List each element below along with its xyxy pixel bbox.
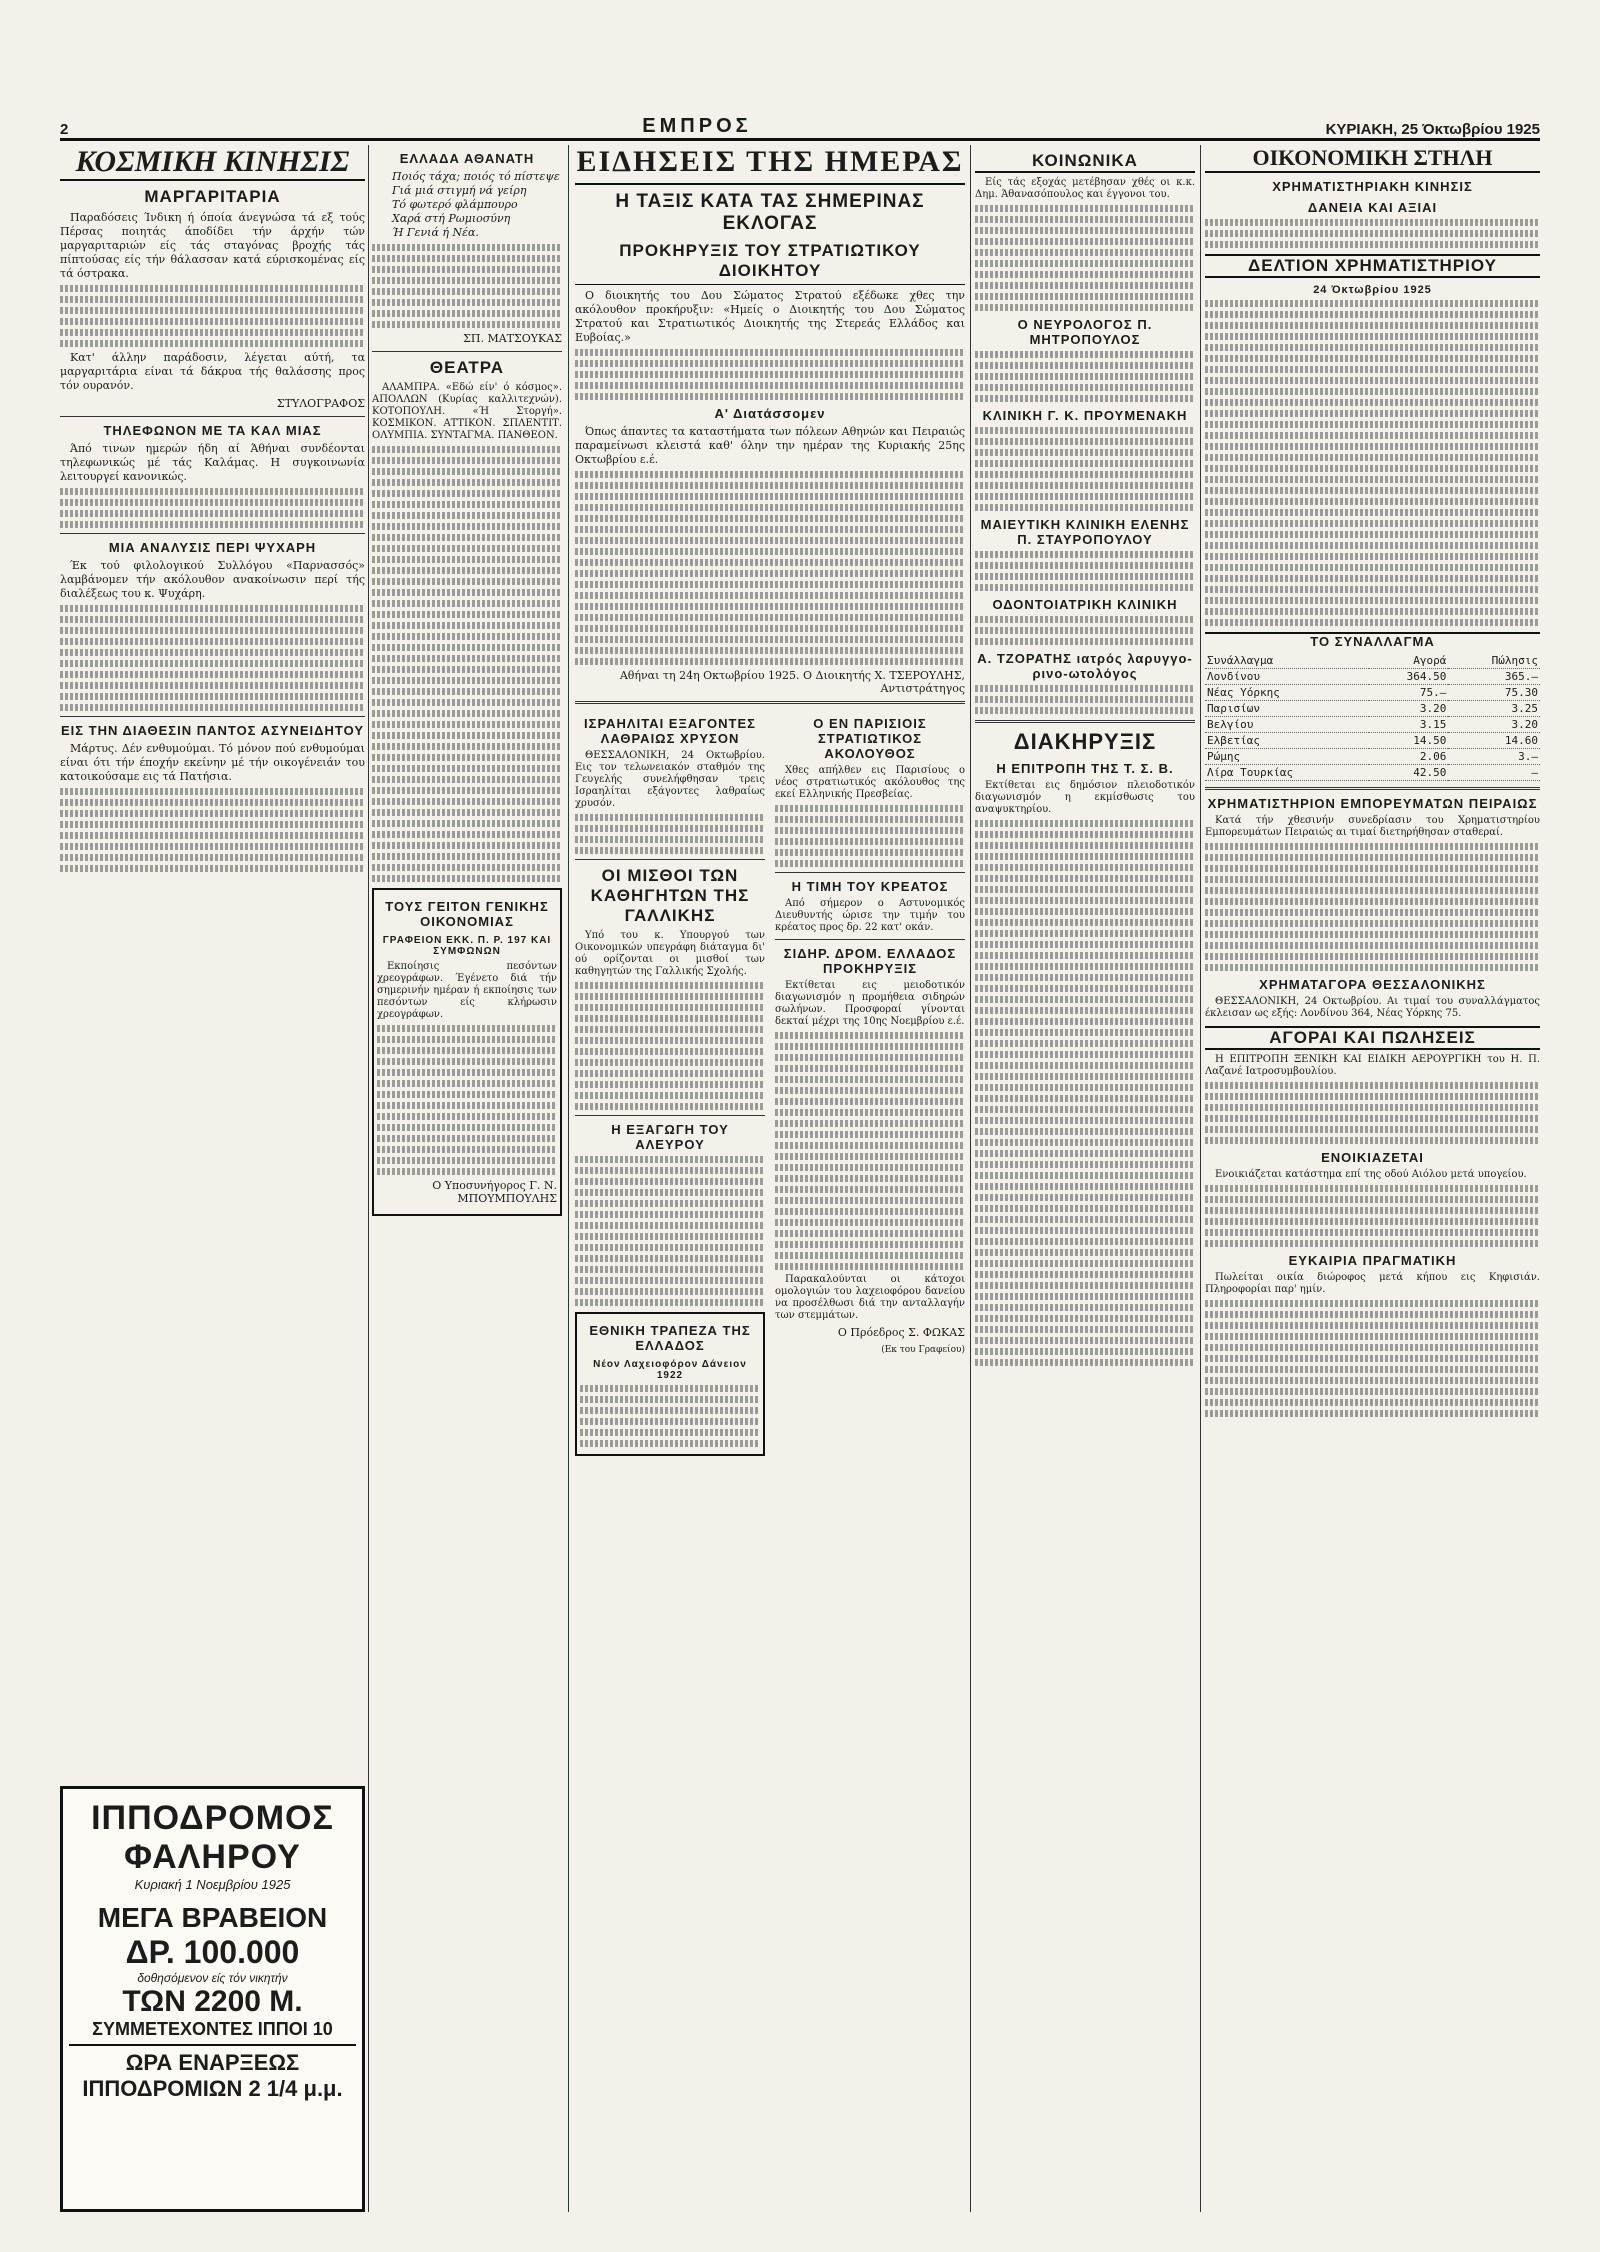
psycharis-paragraph: Έκ τού φιλολογικού Συλλόγου «Παρνασσός» λαμβάνομεν τήν ακόλουθον ανακοίνωσιν περί τής διαλέξεως του κ. Ψυχάρη. [60,559,365,600]
rent-paragraph: Ενοικιάζεται κατάστημα επί της οδού Αιόλου μετά υπογείου. [1215,1169,1527,1180]
economy-banner: ΟΙΚΟΝΟΜΙΚΗ ΣΤΗΛΗ [1205,145,1540,173]
table-cell: Νέας Υόρκης [1205,685,1369,701]
table-cell: — [1448,765,1540,781]
table-cell: Λονδίνου [1205,669,1369,685]
table-cell: 75.30 [1448,685,1540,701]
poem-line: Χαρά στή Ρωμιοσύνη [392,212,511,225]
market-heading: ΑΓΟΡΑΙ ΚΑΙ ΠΩΛΗΣΕΙΣ [1205,1026,1540,1050]
stock-movement-heading: ΧΡΗΜΑΤΙΣΤΗΡΙΑΚΗ ΚΙΝΗΣΙΣ [1272,179,1473,194]
economy-office-heading: ΤΟΥΣ ΓΕΙΤΟΝ ΓΕΝΙΚΗΣ ΟΙΚΟΝΟΜΙΑΣ [385,899,549,929]
article-body-continued [60,285,365,347]
bank-notice [575,1312,765,1456]
ad-date: Κυριακή 1 Νοεμβρίου 1925 [134,1877,291,1892]
flour-heading: Η ΕΞΑΓΩΓΗ ΤΟΥ ΑΛΕΥΡΟΥ [611,1122,729,1152]
doctor-notice-5: Α. ΤΖΟΡΑΤΗΣ ιατρός λαρυγγο-ρινο-ωτολόγος [977,651,1193,681]
poem-title: ΕΛΛΑΔΑ ΑΘΑΝΑΤΗ [399,151,535,166]
social-heading: ΚΟΙΝΩΝΙΚΑ [975,151,1195,173]
thessaloniki-paragraph: ΘΕΣΣΑΛΟΝΙΚΗ, 24 Οκτωβρίου. Αι τιμαί του συναλλάγματος έκλεισαν ως εξής: Λονδίνου 364, Νέας Υόρκης 75. [1205,996,1540,1019]
table-cell: Ελβετίας [1205,733,1369,749]
table-header-row [1205,653,1540,669]
table-header-cell: Αγορά [1369,653,1449,669]
railway-paragraph: Εκτίθεται εις μειοδοτικόν διαγωνισμόν η προμήθεια σιδηρών σωλήνων. Προσφοραί γίνονται δεκταί μέχρι της 10ης Νοεμβρίου ε.έ. [775,980,965,1027]
table-cell: 3.— [1448,749,1540,765]
tender-subheading: Η ΕΠΙΤΡΟΠΗ ΤΗΣ Τ. Σ. Β. [996,761,1174,776]
orders-subheading: Α' Διατάσσομεν [714,406,826,421]
bargain-paragraph: Πωλείται οικία διώροφος μετά κήπου εις Κηφισιάν. Πληροφορίαι παρ' ημίν. [1205,1272,1540,1295]
exchange-heading: ΤΟ ΣΥΝΑΛΛΑΓΜΑ [1205,632,1540,649]
poem [392,170,562,240]
table-cell: 3.20 [1448,717,1540,733]
telephone-paragraph: Άπό τινων ημερών ήδη αί Άθήναι συνδέονται τηλεφωνικώς μέ τάς Καλάμας. Η συγκοινωνία λειτουργεί κανονικώς. [60,442,365,483]
exchange-table [1205,653,1540,781]
table-row [1205,733,1540,749]
poem-line: Ή Γενιά ή Νέα. [392,226,479,239]
ad-prize-label: ΜΕΓΑ ΒΡΑΒΕΙΟΝ [97,1902,328,1933]
issue-date: ΚΥΡΙΑΚΗ, 25 Όκτωβρίου 1925 [1325,121,1540,138]
proclamation-heading: ΠΡΟΚΗΡΥΞΙΣ ΤΟΥ ΣΤΡΑΤΙΩΤΙΚΟΥ ΔΙΟΙΚΗΤΟΥ [575,241,965,285]
wages-paragraph: Υπό του κ. Υπουργού των Οικονομικών υπεγράφη διάταγμα δι' ού ορίζονται οι μισθοί των καθηγητών της Γαλλικής Σχολής. [575,930,765,977]
doctor-notice-4: ΟΔΟΝΤΟΙΑΤΡΙΚΗ ΚΛΙΝΙΚΗ [992,597,1178,612]
wages-heading: ΟΙ ΜΙΣΘΟΙ ΤΩΝ ΚΑΘΗΓΗΤΩΝ ΤΗΣ ΓΑΛΛΙΚΗΣ [590,866,750,925]
column-arts [372,145,562,2212]
disposal-paragraph: Μάρτυς. Δέν ενθυμούμαι. Τό μόνον πού ενθυμούμαι είναι ότι τήν έποχήν εκείνην μέ τήν οικογένειάν του κατοικούσαμε εις τά Πατήσια. [60,742,365,783]
column-social [975,145,1195,2212]
table-cell: Ρώμης [1205,749,1369,765]
table-cell: Βελγίου [1205,717,1369,733]
rent-heading: ΕΝΟΙΚΙΑΖΕΤΑΙ [1321,1150,1424,1165]
table-cell: 42.50 [1369,765,1449,781]
doctor-notice-3: ΜΑΙΕΥΤΙΚΗ ΚΛΙΝΙΚΗ ΕΛΕΝΗΣ Π. ΣΤΑΥΡΟΠΟΥΛΟΥ [980,517,1190,547]
column-rule [1200,145,1201,2212]
paper-name: ΕΜΠΡΟΣ [642,115,752,137]
ad-start-time: ΩΡΑ ΕΝΑΡΞΕΩΣ ΙΠΠΟΔΡΟΜΙΩΝ 2 1/4 μ.μ. [69,2044,356,2102]
disposal-heading: ΕΙΣ ΤΗΝ ΔΙΑΘΕΣΙΝ ΠΑΝΤΟΣ ΑΣΥΝΕΙΔΗΤΟΥ [60,723,365,738]
column-society [60,145,365,2212]
piraeus-heading: ΧΡΗΜΑΤΙΣΤΗΡΙΟΝ ΕΜΠΟΡΕΥΜΑΤΩΝ ΠΕΙΡΑΙΩΣ [1207,796,1538,811]
telephone-heading: ΤΗΛΕΦΩΝΟΝ ΜΕ ΤΑ ΚΑΛ ΜΙΑΣ [103,423,322,438]
israelites-heading: ΙΣΡΑΗΛΙΤΑΙ ΕΞΑΓΟΝΤΕΣ ΛΑΘΡΑΙΩΣ ΧΡΥΣΟΝ [584,716,756,746]
table-cell: Λίρα Τουρκίας [1205,765,1369,781]
table-row [1205,765,1540,781]
bank-sign: Ο Πρόεδρος Σ. ΦΩΚΑΣ [837,1326,965,1339]
bank-subheading: Νέον Λαχειοφόρον Δάνειον 1922 [593,1359,747,1381]
meat-paragraph: Από σήμερον ο Αστυνομικός Διευθυντής ώρισε την τιμήν του κρέατος προς δρ. 22 κατ' οκάν. [775,898,965,933]
pearls-heading: ΜΑΡΓΑΡΙΤΑΡΙΑ [144,187,281,206]
column-rule [568,145,569,2212]
israelites-paragraph: ΘΕΣΣΑΛΟΝΙΚΗ, 24 Οκτωβρίου. Εις τον τελωνειακόν σταθμόν της Γευγελής συνελήφθησαν τρεις Ισραηλίται εξάγοντες λαθραίως χρυσόν. [575,750,765,809]
table-header-cell: Πώλησις [1448,653,1540,669]
bulletin-date: 24 Όκτωβρίου 1925 [1313,284,1432,296]
column-economy [1205,145,1540,2212]
poem-line: Τό φωτερό φλάμπουρο [392,198,518,211]
poem-line: Ποιός τάχα; ποιός τό πίστεψε [392,170,560,183]
poem-author: ΣΠ. ΜΑΤΣΟΥΚΑΣ [463,332,562,345]
ad-prize-note: δοθησόμενον είς τόν νικητήν [137,1971,288,1985]
railway-heading: ΣΙΔΗΡ. ΔΡΟΜ. ΕΛΛΑΔΟΣ ΠΡΟΚΗΡΥΞΙΣ [783,946,957,976]
paris-paragraph: Χθες απήλθεν εις Παρισίους ο νέος στρατιωτικός ακόλουθος της εκεί Ελληνικής Πρεσβείας. [775,765,965,800]
ad-horses: ΣΥΜΜΕΤΕΧΟΝΤΕΣ ΙΠΠΟΙ 10 [92,2019,333,2039]
tender-paragraph: Εκτίθεται εις δημόσιον πλειοδοτικόν διαγωνισμόν η εκμίσθωσις του αναψυκτηρίου. [975,780,1195,815]
elections-headline: Η ΤΑΞΙΣ ΚΑΤΑ ΤΑΣ ΣΗΜΕΡΙΝΑΣ ΕΚΛΟΓΑΣ [615,191,925,234]
tender-heading: ΔΙΑΚΗΡΥΞΙΣ [1013,729,1157,754]
column-rule [970,145,971,2212]
piraeus-paragraph: Κατά τήν χθεσινήν συνεδρίασιν του Χρηματιστηρίου Εμπορευμάτων Πειραιώς αι τιμαί διετηρήθησαν σταθεραί. [1205,815,1540,838]
proclamation-sign: Αθήναι τη 24η Οκτωβρίου 1925. Ο Διοικητής Χ. ΤΣΕΡΟΥΛΗΣ, Αντιστράτηγος [619,669,965,695]
poem-line: Γιά μιά στιγμή νά γείρη [392,184,527,197]
table-cell: Παρισίων [1205,701,1369,717]
loans-heading: ΔΑΝΕΙΑ ΚΑΙ ΑΞΙΑΙ [1307,200,1438,215]
table-cell: 3.20 [1369,701,1449,717]
pearls-paragraph-2: Κατ' άλλην παράδοσιν, λέγεται αύτή, τα μαργαριτάρια είναι τά δάκρυα τής θαλάσσης προς τόν ουρανόν. [60,351,365,392]
table-cell: 364.50 [1369,669,1449,685]
thessaloniki-heading: ΧΡΗΜΑΤΑΓΟΡΑ ΘΕΣΣΑΛΟΝΙΚΗΣ [1259,977,1486,992]
table-row [1205,701,1540,717]
table-cell: 3.15 [1369,717,1449,733]
table-cell: 75.— [1369,685,1449,701]
proclamation-paragraph-2: Όπως άπαντες τα καταστήματα των πόλεων Αθηνών και Πειραιώς παραμείνωσι κλειστά καθ' όλην την ημέραν της Κυριακής 25ης Οκτωβρίου ε.έ. [575,425,965,466]
hippodrome-advertisement [60,1786,365,2212]
ad-distance: ΤΩΝ 2200 Μ. [122,1985,303,2018]
doctor-notice-1: Ο ΝΕΥΡΟΛΟΓΟΣ Π. ΜΗΤΡΟΠΟΥΛΟΣ [1017,317,1153,347]
doctor-notice-2: ΚΛΙΝΙΚΗ Γ. Κ. ΠΡΟΥΜΕΝΑΚΗ [982,408,1188,423]
economy-office-notice [372,888,562,1216]
bank-heading: ΕΘΝΙΚΗ ΤΡΑΠΕΖΑ ΤΗΣ ΕΛΛΑΔΟΣ [589,1323,751,1353]
table-cell: 3.25 [1448,701,1540,717]
theatre-heading: ΘΕΑΤΡΑ [429,358,505,377]
market-paragraph: Η ΕΠΙΤΡΟΠΗ ΞΕΝΙΚΗ ΚΑΙ ΕΙΔΙΚΗ ΑΕΡΟΥΡΓΙΚΗ του Η. Π. Λαζανέ Ιατροσυμβουλίου. [1205,1054,1540,1077]
table-row [1205,749,1540,765]
news-banner: ΕΙΔΗΣΕΙΣ ΤΗΣ ΗΜΕΡΑΣ [575,145,965,185]
society-banner: ΚΟΣΜΙΚΗ ΚΙΝΗΣΙΣ [60,145,365,181]
psycharis-heading: ΜΙΑ ΑΝΑΛΥΣΙΣ ΠΕΡΙ ΨΥΧΑΡΗ [108,540,317,555]
bargain-heading: ΕΥΚΑΙΡΙΑ ΠΡΑΓΜΑΤΙΚΗ [1288,1253,1457,1268]
column-rule [368,145,369,2212]
ad-prize-amount: ΔΡ. 100.000 [125,1934,300,1970]
table-cell: 14.60 [1448,733,1540,749]
table-cell: 14.50 [1369,733,1449,749]
social-paragraph: Είς τάς εξοχάς μετέβησαν χθές οι κ.κ. Δημ. Άθανασόπουλος και έγγονοι του. [975,177,1195,200]
economy-office-sign: Ο Υποσυνήγορος Γ. Ν. ΜΠΟΥΜΠΟΥΛΗΣ [432,1179,557,1205]
byline: ΣΤΥΛΟΓΡΑΦΟΣ [276,397,365,410]
table-cell: 365.— [1448,669,1540,685]
table-cell: 2.06 [1369,749,1449,765]
table-row [1205,717,1540,733]
masthead [60,108,1540,141]
proclamation-paragraph-1: Ο διοικητής του Δου Σώματος Στρατού εξέδωκε χθες την ακόλουθον προκήρυξιν: «Ημείς ο Διοικητής του Δου Σώματος Στρατού και Στρατιωτικός Διοικητής της Στερεάς Ελλάδος και Ευβοίας.» [575,289,965,344]
economy-office-text: Εκποίησις πεσόντων χρεογράφων. Έγένετο διά τήν σημερινήν ημέραν ή εκποίησις των πεσόντων είς κλήρωσιν χρεογράφων. [377,961,557,1020]
table-header-cell: Συνάλλαγμα [1205,653,1369,669]
meat-heading: Η ΤΙΜΗ ΤΟΥ ΚΡΕΑΤΟΣ [791,879,949,894]
pearls-paragraph-1: Παραδόσεις Ίνδικη ή όποία άνεγνώσα τά εξ τούς Πέρσας ποιητάς άποδίδει τήν άρχήν τών μαργαριταριών είς τάς σταγόνας βροχής τάς πίπτούσας είς τήν θάλασσαν κατά εύρισκομένας είς τά όστρακα. [60,211,365,280]
ad-title: ΙΠΠΟΔΡΟΜΟΣ ΦΑΛΗΡΟΥ [91,1799,334,1876]
page-number: 2 [60,121,69,138]
column-news [575,145,965,2212]
table-row [1205,685,1540,701]
office-stamp: (Εκ του Γραφείου) [881,1345,965,1355]
table-row [1205,669,1540,685]
theatre-listing: ΑΛΑΜΠΡΑ. «Εδώ είν' ό κόσμος». ΑΠΟΛΛΩΝ (Κυρίας καλλιτεχνών). ΚΟΤΟΠΟΥΛΗ. «Ή Στοργή». ΚΟΣΜΙΚΟΝ. ΑΤΤΙΚΟΝ. ΣΠΛΕΝΤΙΤ. ΟΛΥΜΠΙΑ. ΣΥΝΤΑΓΜΑ. ΠΑΝΘΕΟΝ. [372,382,562,441]
bank-paragraph: Παρακαλούνται οι κάτοχοι ομολογιών του λαχειοφόρου δανείου να προσέλθωσι διά την ανταλλαγήν των στεμμάτων. [775,1274,965,1321]
bulletin-heading: ΔΕΛΤΙΟΝ ΧΡΗΜΑΤΙΣΤΗΡΙΟΥ [1205,254,1540,278]
economy-office-subheading: ΓΡΑΦΕΙΟΝ ΕΚΚ. Π. Ρ. 197 ΚΑΙ ΣΥΜΦΩΝΩΝ [382,935,552,957]
paris-heading: Ο ΕΝ ΠΑΡΙΣΙΟΙΣ ΣΤΡΑΤΙΩΤΙΚΟΣ ΑΚΟΛΟΥΘΟΣ [813,716,927,761]
